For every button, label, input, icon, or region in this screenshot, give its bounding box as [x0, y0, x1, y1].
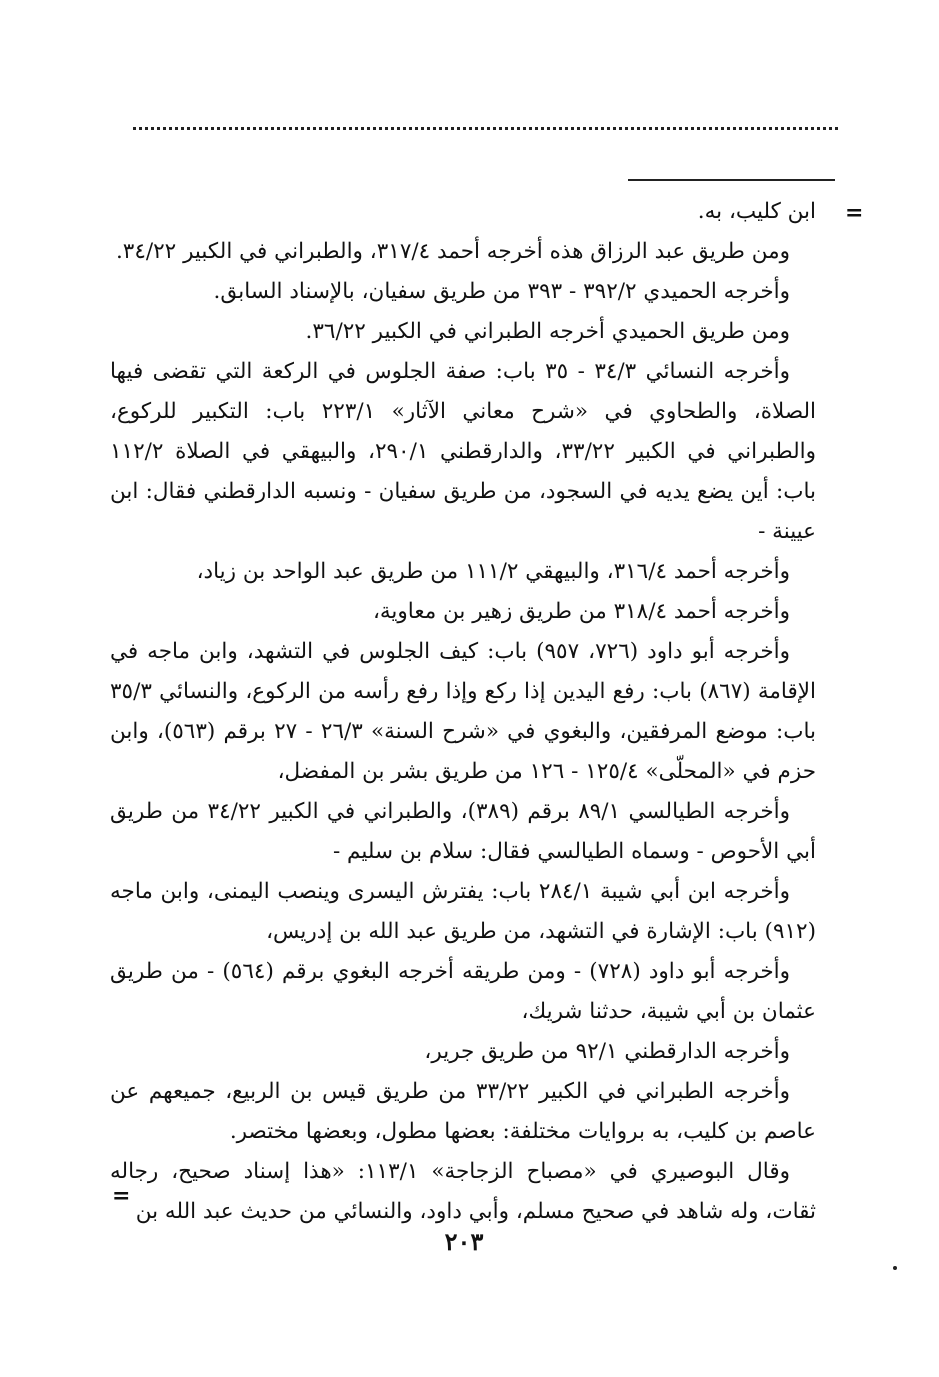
continuation-mark-top: = — [845, 200, 864, 226]
page-number: ٢٠٣ — [444, 1227, 484, 1256]
footnote-paragraph: ومن طريق الحميدي أخرجه الطبراني في الكبير ٣٦/٢٢. — [305, 319, 790, 344]
footnote-paragraph: ومن طريق عبد الرزاق هذه أخرجه أحمد ٣١٧/٤، والطبراني في الكبير ٣٤/٢٢. — [115, 239, 790, 264]
footnote-paragraph: وأخرجه أحمد ٣١٨/٤ من طريق زهير بن معاوية، — [372, 599, 790, 624]
footnote-paragraph: وأخرجه الطبراني في الكبير ٣٣/٢٢ من طريق قيس بن الربيع، جميعهم عن عاصم بن كليب، به بروايات مختلفة: بعضها مطول، وبعضها مختصر. — [110, 1079, 816, 1144]
footnote-paragraph: وأخرجه أبو داود (٧٢٦، ٩٥٧) باب: كيف الجلوس في التشهد، وابن ماجه في الإقامة (٨٦٧) باب: رفع اليدين إذا ركع وإذا رفع رأسه من الركوع، والنسائي ٣٥/٣ باب: موضع المرفقين، والبغوي في «شرح السنة» ٢٦/٣ - ٢٧ برقم (٥٦٣)، وابن حزم في «المحلّى» ١٢٥/٤ - ١٢٦ من طريق بشر بن المفضل، — [110, 639, 816, 784]
footnote-paragraph: ابن كليب، به. — [697, 199, 816, 224]
margin-dot — [893, 1266, 897, 1270]
continuation-mark-bottom: = — [112, 1183, 131, 1209]
footnote-paragraph: وأخرجه الدارقطني ٩٢/١ من طريق جرير، — [424, 1039, 790, 1064]
footnote-paragraph: وأخرجه أحمد ٣١٦/٤، والبيهقي ١١١/٢ من طريق عبد الواحد بن زياد، — [196, 559, 790, 584]
footnote-separator — [628, 179, 835, 181]
footnote-paragraph: وأخرجه الحميدي ٣٩٢/٢ - ٣٩٣ من طريق سفيان، بالإسناد السابق. — [213, 279, 790, 304]
footnote-paragraph: وقال البوصيري في «مصباح الزجاجة» ١١٣/١: «هذا إسناد صحيح، رجاله ثقات، وله شاهد في صحيح مسلم، وأبي داود، والنسائي من حديث عبد الله بن — [110, 1159, 816, 1224]
dotted-separator — [133, 127, 838, 130]
footnote-paragraph: وأخرجه النسائي ٣٤/٣ - ٣٥ باب: صفة الجلوس في الركعة التي تقضى فيها الصلاة، والطحاوي في «شرح معاني الآثار» ٢٢٣/١ باب: التكبير للركوع، والطبراني في الكبير ٣٣/٢٢، والدارقطني ٢٩٠/١، والبيهقي في الصلاة ١١٢/٢ باب: أين يضع يديه في السجود، من طريق سفيان - ونسبه الدارقطني فقال: ابن عيينة - — [110, 359, 816, 544]
footnote-body — [110, 192, 816, 1232]
footnote-paragraph: وأخرجه أبو داود (٧٢٨) - ومن طريقه أخرجه البغوي برقم (٥٦٤) - من طريق عثمان بن أبي شيبة، حدثنا شريك، — [110, 959, 816, 1024]
footnote-paragraph: وأخرجه الطيالسي ٨٩/١ برقم (٣٨٩)، والطبراني في الكبير ٣٤/٢٢ من طريق أبي الأحوص - وسماه الطيالسي فقال: سلام بن سليم - — [110, 799, 816, 864]
footnote-paragraph: وأخرجه ابن أبي شيبة ٢٨٤/١ باب: يفترش اليسرى وينصب اليمنى، وابن ماجه (٩١٢) باب: الإشارة في التشهد، من طريق عبد الله بن إدريس، — [110, 879, 816, 944]
